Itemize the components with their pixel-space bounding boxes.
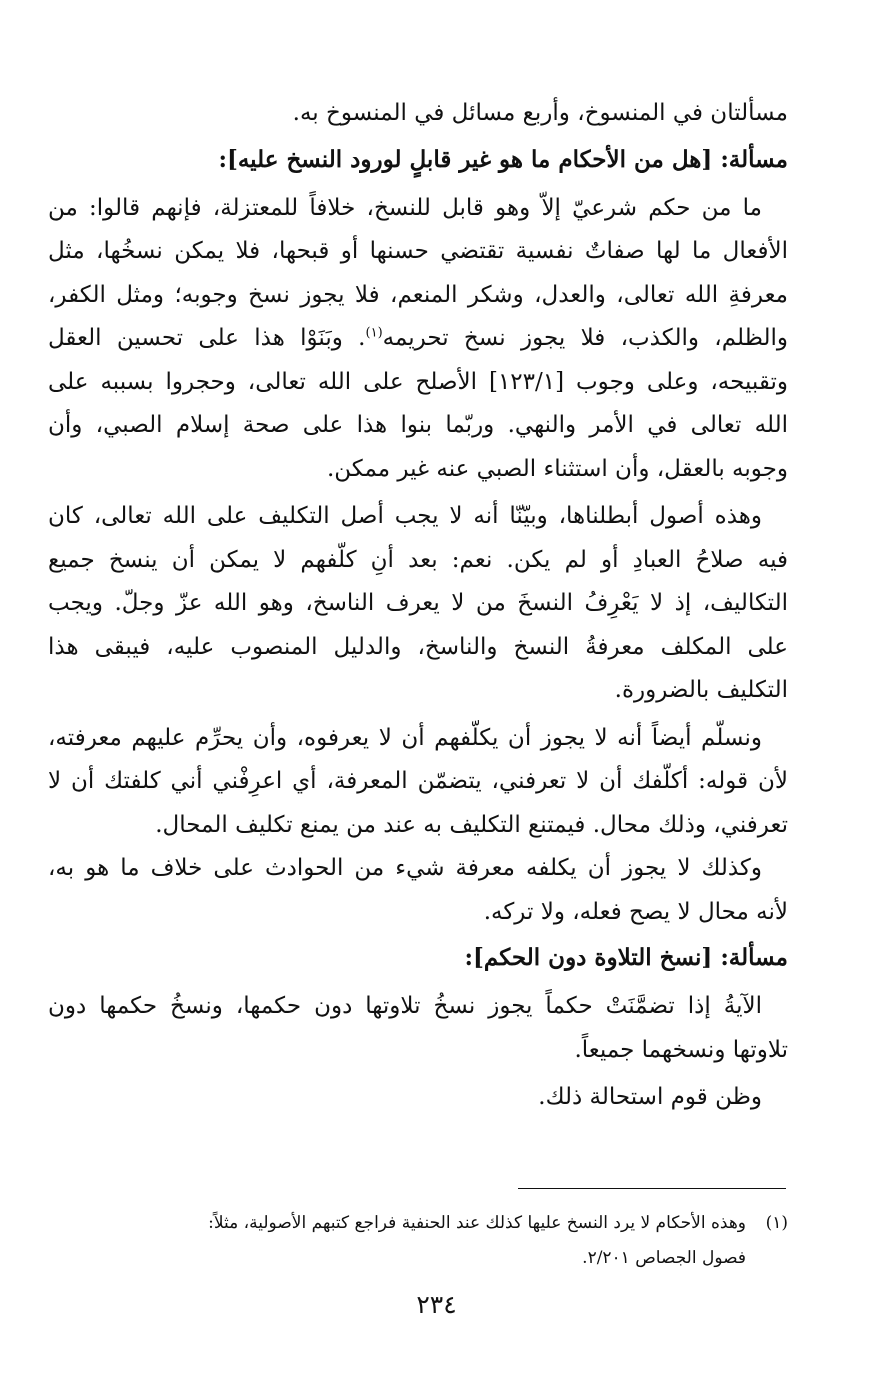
footnote-line: فصول الجصاص ٢/٢٠١. [582, 1248, 746, 1268]
footnote-marker: (١) [365, 325, 383, 341]
footnotes [48, 1206, 788, 1276]
text-line: التكليف بالضرورة. [614, 677, 788, 703]
text-line: الأفعال ما لها صفاتٌ نفسية تقتضي حسنها أو قبحها، فلا يمكن نسخُها، مثل [48, 238, 788, 264]
text-line: على المكلف معرفةُ النسخ والناسخ، والدليل المنصوب عليه، فيبقى هذا [48, 633, 788, 660]
text-segment: والظلم، والكذب، فلا يجوز نسخ تحريمه [382, 325, 788, 351]
text-segment: . وبَنَوْا هذا على تحسين العقل [48, 325, 366, 351]
text-line [48, 317, 788, 361]
section-heading [48, 136, 788, 183]
text-line: وجوبه بالعقل، وأن استثناء الصبي عنه غير ممكن. [326, 455, 788, 482]
footnote-number: (١) [765, 1213, 788, 1233]
text-line: ما من حكم شرعيّ إلاّ وهو قابل للنسخ، خلافاً للمعتزلة، فإنهم قالوا: من [48, 194, 762, 221]
section-heading [48, 934, 788, 981]
text-line: وهذه أصول أبطلناها، وبيّنّا أنه لا يجب أصل التكليف على الله تعالى، كان [48, 503, 762, 529]
text-line: تعرفني، وذلك محال. فيمتنع التكليف به عند من يمنع تكليف المحال. [155, 811, 788, 838]
heading-label: مسألة: [720, 944, 788, 971]
text-line: وظن قوم استحالة ذلك. [538, 1084, 762, 1110]
text-line: وكذلك لا يجوز أن يكلفه معرفة شيء من الحوادث على خلاف ما هو به، [48, 855, 762, 881]
text-line: لأن قوله: أكلّفك أن لا تعرفني، يتضمّن المعرفة، أي اعرِفْني أني كلفتك أن لا [48, 768, 788, 794]
text-line: وتقبيحه، وعلى وجوب [١٢٣/١] الأصلح على الله تعالى، وحجروا بسببه على [48, 368, 788, 395]
heading-label: مسألة: [720, 145, 788, 173]
footnote-text: وهذه الأحكام لا يرد النسخ عليها كذلك عند الحنفية فراجع كتبهم الأصولية، مثلاً: [208, 1213, 746, 1233]
text-line: مسألتان في المنسوخ، وأربع مسائل في المنسوخ به. [292, 100, 788, 126]
text-line: الآيةُ إذا تضمَّنَتْ حكماً يجوز نسخُ تلاوتها دون حكمها، ونسخُ حكمها دون [48, 993, 762, 1019]
text-line: ونسلّم أيضاً أنه لا يجوز أن يكلّفهم أن لا يعرفوه، وأن يحرِّم عليهم معرفته، [48, 724, 762, 751]
text-line: تلاوتها ونسخهما جميعاً. [574, 1036, 788, 1063]
main-text [48, 92, 788, 1120]
text-line: لأنه محال لا يصح فعله، ولا تركه. [483, 898, 788, 925]
text-line: الله تعالى في الأمر والنهي. وربّما بنوا هذا على صحة إسلام الصبي، وأن [48, 412, 788, 438]
heading-title: [نسخ التلاوة دون الحكم]: [464, 944, 721, 971]
heading-title: [هل من الأحكام ما هو غير قابلٍ لورود النسخ عليه]: [218, 145, 721, 173]
page-number: ٢٣٤ [416, 1290, 457, 1319]
text-line: معرفةِ الله تعالى، والعدل، وشكر المنعم، فلا يجوز نسخ وجوبه؛ ومثل الكفر، [48, 281, 788, 308]
text-line: فيه صلاحُ العبادِ أو لم يكن. نعم: بعد أنِ كلّفهم لا يمكن أن ينسخ جميع [48, 546, 788, 573]
footnote-divider [518, 1188, 786, 1189]
footnote-line [48, 1206, 788, 1241]
text-line: التكاليف، إذ لا يَعْرِفُ النسخَ من لا يعرف الناسخ، وهو الله عزّ وجلّ. ويجب [48, 590, 788, 616]
